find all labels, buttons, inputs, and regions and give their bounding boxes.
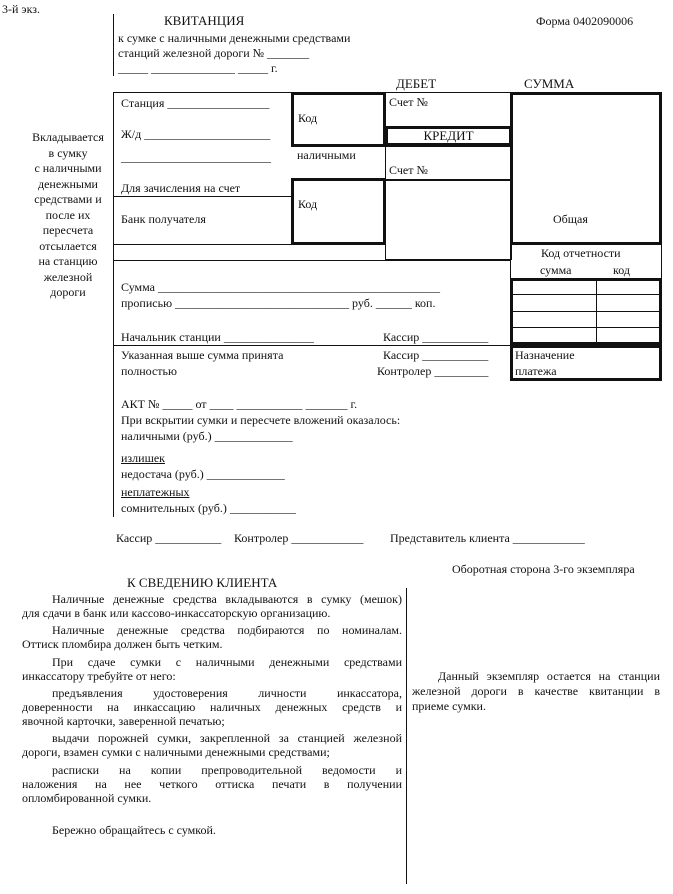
- bank-underline: [113, 244, 293, 245]
- paragraph-5-line2: дороги, взамен сумки с наличными денежными средствами;: [22, 745, 330, 759]
- payment-purpose-line2: платежа: [515, 364, 557, 378]
- station-head-line: [113, 345, 511, 346]
- report-right-line: [661, 245, 662, 280]
- cashier2-field[interactable]: Кассир ___________: [383, 348, 489, 362]
- credit-heading: КРЕДИТ: [423, 128, 474, 143]
- side-note-line: Вкладывается: [32, 130, 104, 144]
- side-note-line: на станцию: [38, 254, 98, 268]
- for-credit-label: Для зачисления на счет: [121, 181, 241, 195]
- station-head-field[interactable]: Начальник станции _______________: [121, 330, 314, 344]
- report-grid-row: [510, 311, 662, 312]
- paragraph-4-line1: предъявления удостоверения личности инкассатора,: [52, 686, 402, 700]
- railway-field[interactable]: Ж/д _____________________: [121, 127, 271, 141]
- station-field[interactable]: Станция _________________: [121, 96, 270, 110]
- cash-label: наличными: [297, 148, 356, 162]
- surplus-label: излишек: [121, 451, 165, 465]
- code-box-credit[interactable]: [291, 178, 386, 245]
- receipt-date-line: _____ ______________ _____ г.: [118, 61, 278, 75]
- accepted-line1: Указанная выше сумма принята: [121, 348, 284, 362]
- sum-heading: СУММА: [524, 76, 575, 91]
- doubtful-field[interactable]: сомнительных (руб.) ___________: [121, 501, 296, 515]
- reverse-side-label: Оборотная сторона 3-го экземпляра: [452, 562, 635, 576]
- signature-cashier[interactable]: Кассир ___________: [116, 531, 222, 545]
- side-note-line: средствами и: [34, 192, 102, 206]
- paragraph-2-line1: Наличные денежные средства подбираются по номиналам.: [52, 623, 402, 637]
- paragraph-6-line3: опломбированной сумки.: [22, 791, 152, 805]
- paragraph-1-line2: для сдачи в банк или кассово-инкассаторскую организацию.: [22, 606, 331, 620]
- total-label: Общая: [553, 212, 588, 226]
- right-note-line3: приеме сумки.: [412, 699, 486, 713]
- form-left-border: [113, 92, 114, 517]
- cash-rub-field[interactable]: наличными (руб.) _____________: [121, 429, 293, 443]
- cashier1-field[interactable]: Кассир ___________: [383, 330, 489, 344]
- credit-underline: [113, 196, 293, 197]
- paragraph-3-line1: При сдаче сумки с наличными денежными средствами: [52, 655, 402, 669]
- client-info-title: К СВЕДЕНИЮ КЛИЕНТА: [127, 575, 278, 590]
- side-note-line: после их: [45, 207, 91, 222]
- paragraph-2-line2: Оттиск пломбира должен быть четким.: [22, 637, 223, 651]
- right-note-line1: Данный экземпляр остается на станции: [438, 669, 660, 683]
- side-note: [22, 130, 114, 301]
- side-note-line: железной: [43, 269, 93, 284]
- shortage-field[interactable]: недостача (руб.) _____________: [121, 467, 285, 481]
- side-note-line: отсылается: [39, 238, 97, 253]
- side-note-line: с наличными: [34, 161, 102, 175]
- debit-heading: ДЕБЕТ: [396, 76, 437, 91]
- receipt-subtitle-line1: к сумке с наличными денежными средствами: [118, 31, 351, 45]
- accepted-line2: полностью: [121, 364, 177, 378]
- controller1-field[interactable]: Контролер _________: [377, 364, 489, 378]
- paragraph-4-line3: явочной карточки, заверенной печатью;: [22, 714, 225, 728]
- report-grid-row: [510, 294, 662, 295]
- report-code-col-label: код: [613, 263, 630, 277]
- code1-label: Код: [298, 111, 318, 125]
- opening-text: При вскрытии сумки и пересчете вложений оказалось:: [121, 413, 401, 427]
- account-amount-box[interactable]: [385, 180, 512, 260]
- signature-client-rep[interactable]: Представитель клиента ____________: [390, 531, 585, 545]
- amount-field[interactable]: Сумма _______________________________________________: [121, 280, 440, 294]
- account2-label: Счет №: [389, 163, 428, 177]
- form-top-line: [113, 92, 293, 93]
- side-note-line: дороги: [50, 285, 86, 299]
- paragraph-4-line2: доверенности на инкассацию наличных денежных средств и: [22, 700, 402, 714]
- paragraph-6-line1: расписки на копии препроводительной ведомости и: [52, 763, 402, 777]
- recipient-bank-label: Банк получателя: [121, 212, 206, 226]
- paragraph-1-line1: Наличные денежные средства вкладываются в сумку (мешок): [52, 592, 402, 606]
- header-divider: [113, 14, 114, 76]
- paragraph-5-line1: выдачи порожней сумки, закрепленной за станцией железной: [52, 731, 402, 745]
- side-note-line: денежными: [38, 176, 98, 191]
- signature-controller[interactable]: Контролер ____________: [234, 531, 364, 545]
- blank-line-field[interactable]: _________________________: [121, 150, 271, 164]
- paragraph-3-line2: инкассатору требуйте от него:: [22, 669, 176, 683]
- reverse-divider: [406, 588, 407, 884]
- amount-words-field[interactable]: прописью _____________________________ руб. ______ коп.: [121, 296, 436, 310]
- report-left-line: [510, 245, 511, 280]
- report-code-label: Код отчетности: [541, 246, 621, 260]
- account1-label: Счет №: [389, 95, 428, 109]
- form-number: Форма 0402090006: [536, 14, 634, 28]
- report-sum-label: сумма: [540, 263, 572, 277]
- amount-top-line: [113, 260, 511, 261]
- payment-purpose-line1: Назначение: [515, 348, 575, 362]
- report-grid-row: [510, 327, 662, 328]
- copy-label: 3-й экз.: [2, 2, 40, 16]
- side-note-line: пересчета: [42, 223, 94, 237]
- paragraph-6-line2: наложения на нее четкого оттиска печати в получении: [22, 777, 402, 791]
- right-note-line2: железной дороги в качестве квитанции в: [412, 684, 660, 698]
- act-field[interactable]: АКТ № _____ от ____ ___________ _______ г.: [121, 397, 358, 411]
- paragraph-7: Бережно обращайтесь с сумкой.: [52, 823, 216, 837]
- code2-label: Код: [298, 197, 318, 211]
- side-note-line: в сумку: [48, 145, 88, 160]
- receipt-title: КВИТАНЦИЯ: [164, 13, 245, 28]
- insolvent-label: неплатежных: [121, 485, 190, 499]
- receipt-subtitle-line2: станций железной дороги № _______: [118, 46, 310, 60]
